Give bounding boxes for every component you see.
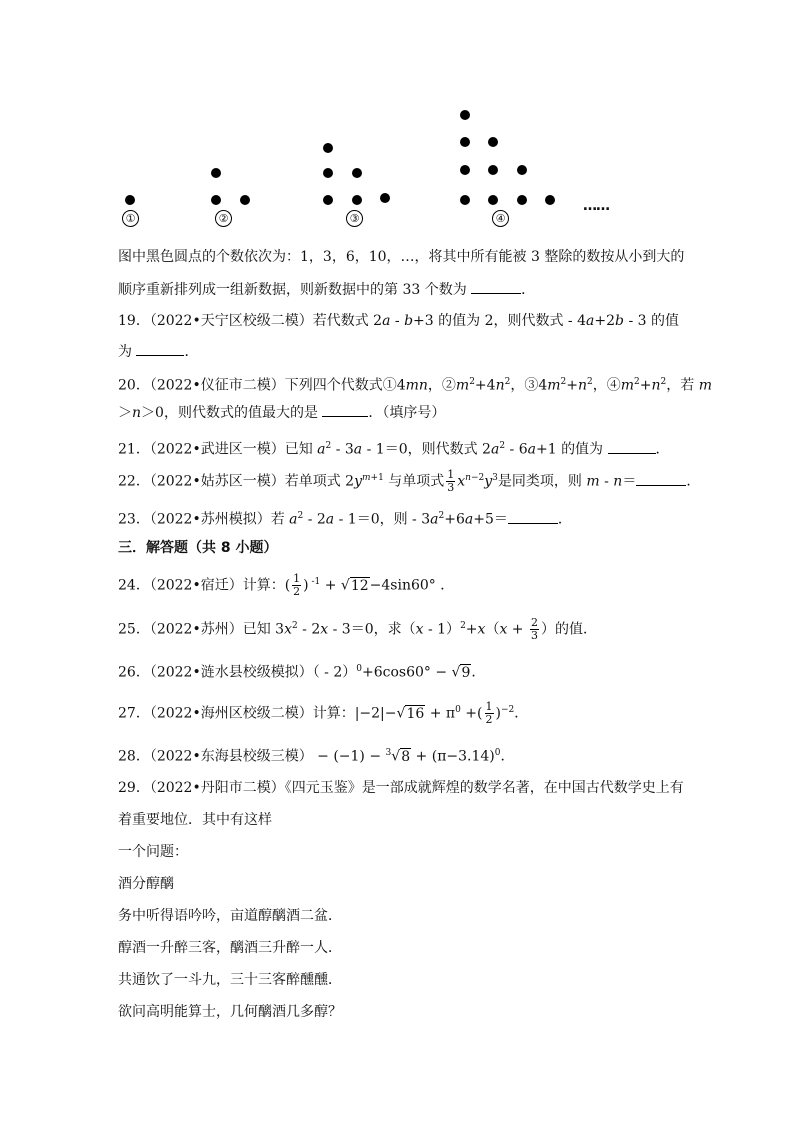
question-26: 26．（2022•涟水县校级模拟）（ - 2）$^0$+6cos60° − √9．	[118, 664, 486, 681]
dot-pattern-figure	[0, 0, 794, 240]
text: 20．（2022•仪征市二模）下列四个代数式①4	[118, 377, 406, 394]
question-29-cont: 一个问题：	[118, 844, 188, 860]
dot	[211, 195, 221, 205]
text: 26．（2022•涟水县校级模拟）	[118, 664, 313, 681]
text: ，求	[373, 621, 402, 638]
dot	[211, 168, 221, 178]
answer-blank[interactable]	[636, 471, 686, 486]
answer-blank[interactable]	[608, 439, 656, 454]
fraction: $\frac{2}{3}$	[530, 616, 538, 643]
text: ，则代数式	[407, 441, 478, 458]
question-29: 29．（2022•丹阳市二模）《四元玉鉴》是一部成就辉煌的数学名著，在中国古代数学史上有	[118, 780, 684, 796]
text: 21．（2022•武进区一模）已知	[118, 441, 313, 458]
answer-blank[interactable]	[471, 279, 521, 294]
text: 为	[118, 344, 132, 360]
dot	[517, 165, 527, 175]
poem-line: 共通饮了一斗九，三十三客醉醺醺．	[118, 972, 342, 988]
question-24: 24．（2022•宿迁）计算：( $\frac{1}{2}$ ) $^{-1}$ + √12−4sin60° ．	[118, 572, 455, 599]
fraction: $\frac{1}{3}$	[447, 468, 455, 495]
problem-text-line	[118, 247, 688, 267]
question-22: 22．（2022•姑苏区一模）若单项式 $2y^{m+1}$ 与单项式 $\frac{1}{3}$ $x^{n-2}y^3$是同类项，则 m - n＝ ．	[118, 468, 701, 495]
text: 顺序重新排列成一组新数据，则新数据中的第 33 个数为	[118, 282, 467, 298]
poem-line: 醇酒一升醉三客，醨酒三升醉一人．	[118, 940, 342, 956]
text: ，则	[379, 511, 408, 528]
question-27: 27．（2022•海州区校级二模）计算：$|-2|-√16 + \pi^0$ +( $\frac{1}{2}$ )$^{-2}$．	[118, 700, 529, 727]
text: 的值	[651, 313, 679, 329]
question-19: 19．（2022•天宁区校级二模）若代数式 2a - b+3 的值为 2，则代数式 - 4a+2b - 3 的值	[118, 313, 679, 329]
dot	[488, 165, 498, 175]
ellipsis: ……	[583, 198, 609, 214]
answer-blank[interactable]	[508, 509, 558, 524]
text: 27．（2022•海州区校级二模）计算：	[118, 705, 355, 722]
dot	[488, 137, 498, 147]
text: 24．（2022•宿迁）计算：	[118, 577, 285, 594]
question-28: 28．（2022•东海县校级三模） − $(-1) - ^3√8 + (\pi-3.14)^0$．	[118, 748, 515, 765]
text: 19．（2022•天宁区校级二模）若代数式 2	[118, 313, 383, 329]
text: 的值．	[554, 621, 597, 638]
fraction: $\frac{1}{2}$	[293, 572, 301, 599]
fraction: $\frac{1}{2}$	[485, 700, 493, 727]
poem-line: 务中听得语吟吟，亩道醇醨酒二盆．	[118, 908, 342, 924]
question-20: 20．（2022•仪征市二模）下列四个代数式①4mn，$②m^2+4n^2$，$③4m^2+n^2$，$④m^2+n^2$，若 m	[118, 377, 713, 394]
figure-label-3: ③	[346, 210, 363, 227]
question-25: 25．（2022•苏州）已知 $3x^2 - 2x - 3=0$，求（x - 1）$^2$+x（x + $\frac{2}{3}$ ）的值．	[118, 616, 597, 643]
poem-title: 酒分醇醨	[118, 876, 174, 892]
problem-text-line	[118, 279, 688, 300]
dot	[460, 137, 470, 147]
text: ．（填序号）	[368, 405, 446, 421]
text: ，④	[592, 377, 621, 394]
dot	[352, 195, 362, 205]
question-29-cont: 着重要地位．其中有这样	[118, 812, 272, 828]
text: ．	[521, 282, 536, 298]
figure-label-2: ②	[215, 210, 232, 227]
text: ，②	[427, 377, 456, 394]
question-20-cont: ＞n＞0，则代数式的值最大的是 ．（填序号）	[118, 402, 688, 423]
dot	[488, 195, 498, 205]
dot	[125, 195, 135, 205]
dot	[323, 143, 333, 153]
answer-blank[interactable]	[322, 402, 368, 417]
dot	[517, 195, 527, 205]
dot	[460, 110, 470, 120]
answer-blank[interactable]	[136, 341, 184, 356]
dot	[240, 195, 250, 205]
dot	[323, 168, 333, 178]
dot	[352, 168, 362, 178]
text: 的值为	[561, 441, 604, 458]
question-21: 21．（2022•武进区一模）已知 $a^2 - 3a - 1=0$，则代数式 $2a^2 - 6a+1$ 的值为 ．	[118, 436, 688, 460]
figure-label-1: ①	[122, 210, 139, 227]
text: 与单项式	[388, 473, 445, 490]
text: ＞0，则代数式的值最大的是	[141, 405, 318, 421]
text: 22．（2022•姑苏区一模）若单项式	[118, 473, 341, 490]
figure-label-4: ④	[492, 210, 509, 227]
question-23: 23．（2022•苏州模拟）若 $a^2 - 2a - 1=0$，则 - $3a^2+6a+5=$ ．	[118, 506, 688, 530]
section-heading: 三．解答题（共 8 小题）	[118, 540, 278, 556]
text: 图中黑色圆点的个数依次为：1，3，6，10，…，将其中所有能被 3 整除的数按从小到大的	[118, 249, 685, 265]
dot	[323, 195, 333, 205]
dot	[380, 193, 390, 203]
dot	[460, 195, 470, 205]
dot	[545, 195, 555, 205]
text: 的值为 2，则代数式	[438, 313, 564, 329]
text: 是同类项，则	[497, 473, 582, 490]
poem-line: 欲问高明能算士，几何醨酒几多醇？	[118, 1004, 342, 1020]
dot	[460, 165, 470, 175]
text: ，若	[666, 377, 695, 394]
question-19-cont: 为 ．	[118, 341, 688, 362]
text: ＞	[118, 405, 132, 421]
text: ，③4	[510, 377, 548, 394]
text: 25．（2022•苏州）已知	[118, 621, 271, 638]
text: 23．（2022•苏州模拟）若	[118, 511, 285, 528]
text: 28．（2022•东海县校级三模）	[118, 748, 313, 765]
